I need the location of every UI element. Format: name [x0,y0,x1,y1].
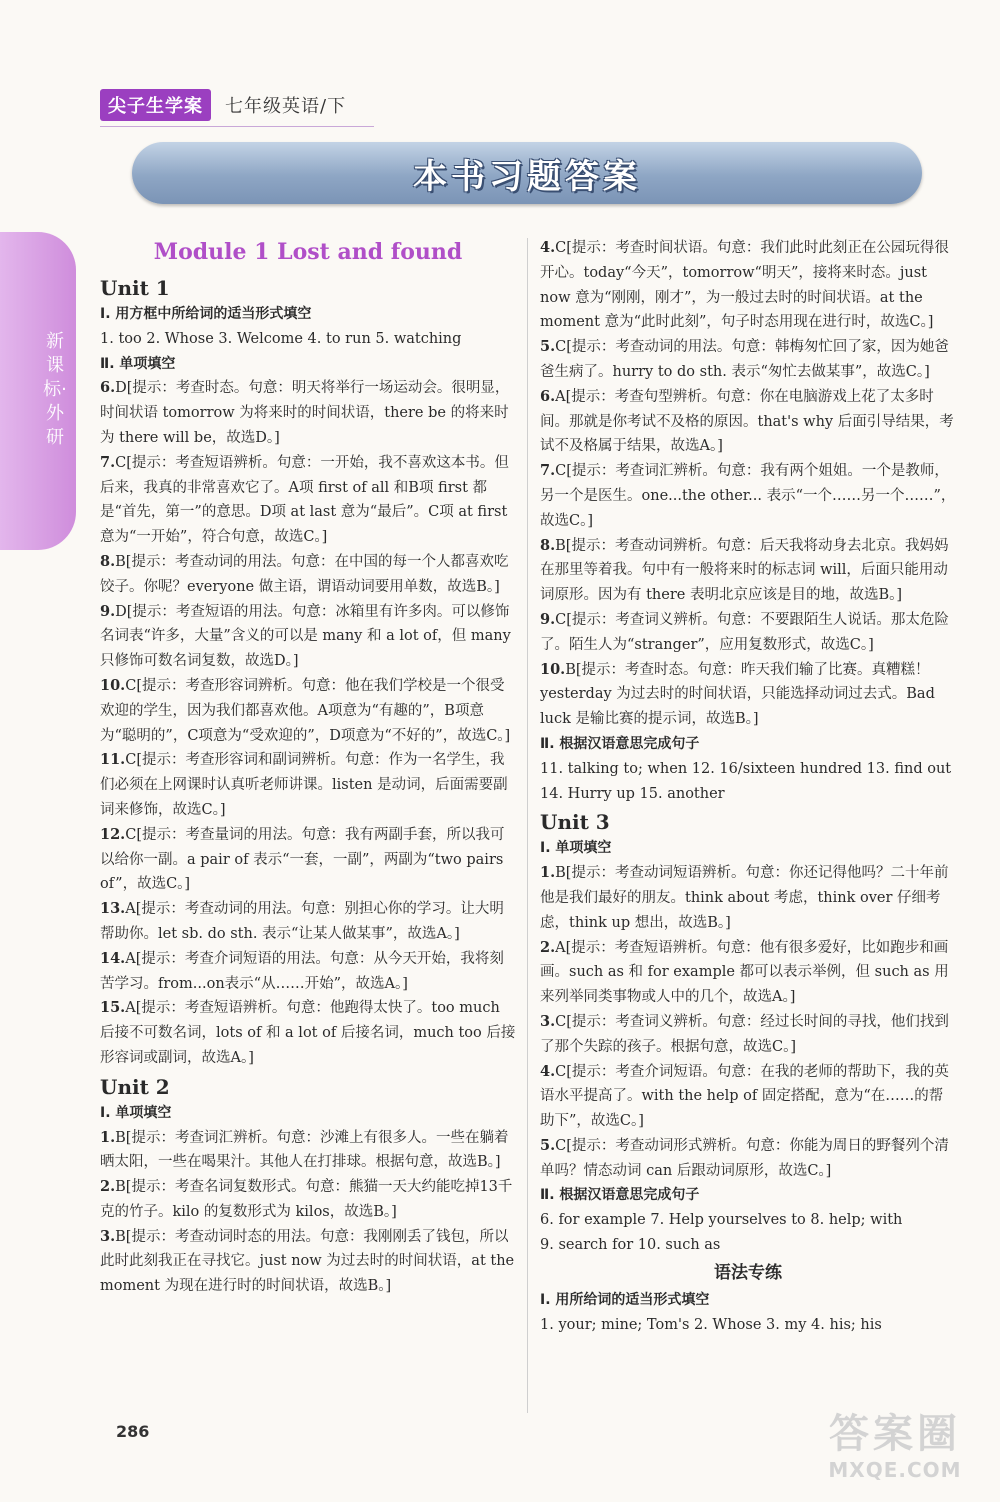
answer-item [100,1225,516,1299]
grammar-title: 语法专练 [714,1262,782,1283]
page-title: 本书习题答案 [413,156,641,197]
answer-number: 8. [100,552,116,570]
answer-line: 1. too 2. Whose 3. Welcome 4. to run 5. watching [100,330,462,347]
answer-line: 6. for example 7. Help yourselves to 8. help; with [540,1212,903,1229]
answer-text: C[提示：考查短语辨析。句意：一开始，我不喜欢这本书。但后来，我真的非常喜欢它了。A项 first of all 和B项 first 都是“首先，第一”的意思。D项 at last 意为“最后”。C项 at first 意为“一开始”，符合句意，故选C。] [100,454,509,546]
answer-text: B[提示：考查时态。句意：昨天我们输了比赛。真糟糕！yesterday 为过去时的时间状语，只能选择动词过去式。Bad luck 是输比赛的提示词，故选B。] [540,661,935,728]
answer-text: C[提示：考查词义辨析。句意：不要跟陌生人说话。那太危险了。陌生人为“stranger”，应用复数形式，故选C。] [540,611,949,653]
answer-number: 2. [100,1178,116,1196]
section-title: Ⅰ. 用方框中所给词的适当形式填空 [100,306,312,322]
answer-text: D[提示：考查短语的用法。句意：冰箱里有许多肉。可以修饰名词表“许多，大量”含义的可以是 many 和 a lot of，但 many 只修饰可数名词复数，故选D。] [100,603,511,670]
answer-number: 12. [100,825,126,843]
answer-text: A[提示：考查短语辨析。句意：他有很多爱好，比如跑步和画画。such as 和 for example 都可以表示举例，但 such as 用来列举同类事物或人中的几个，故选A。] [540,939,949,1006]
answer-number: 14. [100,949,126,967]
section-title: Ⅰ. 单项填空 [540,840,612,857]
answer-item [100,600,516,674]
answer-item [540,658,956,732]
answer-number: 5. [540,338,556,356]
answer-item [540,1060,956,1134]
answer-item [100,376,516,450]
answer-number: 9. [100,602,116,620]
answer-number: 5. [540,1136,556,1154]
answer-list [100,1126,516,1300]
answer-text: C[提示：考查动词形式辨析。句意：你能为周日的野餐列个清单吗？情态动词 can 后跟动词原形，故选C。] [540,1137,949,1179]
right-column [540,236,956,1337]
section-title: Ⅱ. 单项填空 [100,355,176,372]
section-title: Ⅱ. 根据汉语意思完成句子 [540,735,700,752]
answer-number: 11. [100,751,126,769]
column-divider [527,238,528,1413]
answer-text: A[提示：考查介词短语的用法。句意：从今天开始，我将刻苦学习。from...on表示“从……开始”，故选A。] [100,950,504,992]
header-divider [100,126,374,127]
answer-item [540,936,956,1010]
book-header [100,88,346,122]
answer-number: 2. [540,938,556,956]
answer-number: 1. [540,864,556,882]
answer-line: 1. your; mine; Tom's 2. Whose 3. my 4. his; his [540,1316,882,1333]
answer-item [540,534,956,608]
answer-text: C[提示：考查时间状语。句意：我们此时此刻正在公园玩得很开心。today“今天”，tomorrow“明天”，接将来时态。just now 意为“刚刚，刚才”，为一般过去时的时间状语。at the moment 意为“此时此刻”，句子时态用现在进行时，故选C。] [540,240,949,331]
answer-text: C[提示：考查动词的用法。句意：韩梅匆忙回了家，因为她爸爸生病了。hurry to do sth. 表示“匆忙去做某事”，故选C。] [540,339,949,380]
answer-item [100,996,516,1070]
answer-number: 13. [100,900,126,918]
unit-title: Unit 1 [100,276,170,300]
answer-line: 14. Hurry up 15. another [540,785,725,802]
answer-item [100,1175,516,1225]
answer-item [540,608,956,658]
answer-number: 1. [100,1128,116,1146]
answer-text: B[提示：考查词汇辨析。句意：沙滩上有很多人。一些在躺着晒太阳，一些在喝果汁。其他人在打排球。根据句意，故选B。] [100,1129,509,1171]
answer-item [540,1010,956,1060]
answer-text: C[提示：考查形容词辨析。句意：他在我们学校是一个很受欢迎的学生，因为我们都喜欢他。A项意为“有趣的”，B项意为“聪明的”，C项意为“受欢迎的”，D项意为“不好的”，故选C。] [100,677,511,744]
answer-item [100,1126,516,1176]
answer-item [100,674,516,748]
answer-item [100,897,516,947]
answer-text: B[提示：考查动词时态的用法。句意：我刚刚丢了钱包，所以此时此刻我正在寻找它。just now 为过去时的时间状语，at the moment 为现在进行时的时间状语，故选B。] [100,1228,515,1295]
answer-item [540,236,956,335]
section-title: Ⅰ. 单项填空 [100,1104,172,1121]
brand-label: 尖子生学案 [100,89,211,121]
answer-list [540,236,956,732]
answer-item [540,459,956,533]
answer-item [100,823,516,897]
answer-number: 3. [540,1012,556,1030]
answer-text: C[提示：考查量词的用法。句意：我有两副手套，所以我可以给你一副。a pair of 表示“一套，一副”，两副为“two pairs of”，故选C。] [100,826,505,893]
answer-number: 10. [540,660,566,678]
answer-number: 15. [100,999,126,1017]
answer-text: B[提示：考查名词复数形式。句意：熊猫一天大约能吃掉13千克的竹子。kilo 的复数形式为 kilos，故选B。] [100,1179,513,1220]
answer-number: 7. [100,453,116,471]
answer-number: 6. [100,379,116,397]
watermark [800,1410,990,1490]
answer-text: C[提示：考查词义辨析。句意：经过长时间的寻找，他们找到了那个失踪的孩子。根据句意，故选C。] [540,1013,949,1055]
answer-list [100,376,516,1070]
answer-item [540,385,956,459]
answer-item [100,748,516,822]
answer-number: 6. [540,387,556,405]
answer-text: B[提示：考查动词辨析。句意：后天我将动身去北京。我妈妈在那里等着我。句中有一般将来时的标志词 will，后面只能用动词原形。因为有 there 表明北京应该是目的地，故选B。] [540,537,949,604]
title-banner [132,142,922,204]
watermark-logo: 答案圈 [829,1411,961,1457]
answer-number: 10. [100,676,126,694]
side-tab-label: 新课标·外研 [43,331,67,448]
answer-item [100,947,516,997]
answer-text: C[提示：考查介词短语。句意：在我的老师的帮助下，我的英语水平提高了。with the help of 固定搭配，意为“在……的帮助下”，故选C。] [540,1063,949,1130]
left-column [100,236,516,1299]
answer-line: 9. search for 10. such as [540,1237,721,1254]
answer-text: B[提示：考查动词的用法。句意：在中国的每一个人都喜欢吃饺子。你呢？everyone 做主语，谓语动词要用单数，故选B。] [100,553,509,595]
answer-number: 7. [540,462,556,480]
unit-title: Unit 2 [100,1074,170,1099]
answer-item [100,550,516,600]
section-title: Ⅱ. 根据汉语意思完成句子 [540,1187,700,1204]
section-title: Ⅰ. 用所给词的适当形式填空 [540,1291,710,1308]
module-title: Module 1 Lost and found [153,239,463,265]
answer-text: A[提示：考查短语辨析。句意：他跑得太快了。too much 后接不可数名词，lots of 和 a lot of 后接名词，much too 后接形容词或副词，故选A。] [100,1000,516,1066]
answer-number: 3. [100,1227,116,1245]
answer-text: D[提示：考查时态。句意：明天将举行一场运动会。很明显，时间状语 tomorrow 为将来时的时间状语，there be 的将来时为 there will be，故选D。] [100,380,510,446]
answer-number: 9. [540,610,556,628]
answer-text: A[提示：考查动词的用法。句意：别担心你的学习。让大明帮助你。let sb. do sth. 表示“让某人做某事”，故选A。] [100,901,504,942]
answer-number: 4. [540,239,556,256]
answer-text: C[提示：考查形容词和副词辨析。句意：作为一名学生，我们必须在上网课时认真听老师讲课。listen 是动词，后面需要副词来修饰，故选C。] [100,752,508,818]
answer-line: 11. talking to; when 12. 16/sixteen hundred 13. find out [540,760,952,777]
page-number: 286 [116,1422,150,1441]
grade-label: 七年级英语/下 [225,96,347,117]
answer-text: C[提示：考查词汇辨析。句意：我有两个姐姐。一个是教师，另一个是医生。one...the other... 表示“一个……另一个……”，故选C。] [540,463,956,529]
answer-text: B[提示：考查动词短语辨析。句意：你还记得他吗？二十年前他是我们最好的朋友。think about 考虑，think over 仔细考虑，think up 想出，故选B。] [540,865,949,931]
answer-item [540,1134,956,1184]
answer-text: A[提示：考查句型辨析。句意：你在电脑游戏上花了太多时间。那就是你考试不及格的原因。that's why 后面引导结果，考试不及格属于结果，故选A。] [540,388,954,455]
answer-item [540,335,956,385]
unit-title: Unit 3 [540,810,610,835]
answer-item [540,861,956,935]
watermark-url: MXQE.COM [828,1458,962,1482]
answer-number: 4. [540,1062,556,1080]
answer-item [100,451,516,550]
answer-number: 8. [540,536,556,554]
answer-list [540,861,956,1183]
